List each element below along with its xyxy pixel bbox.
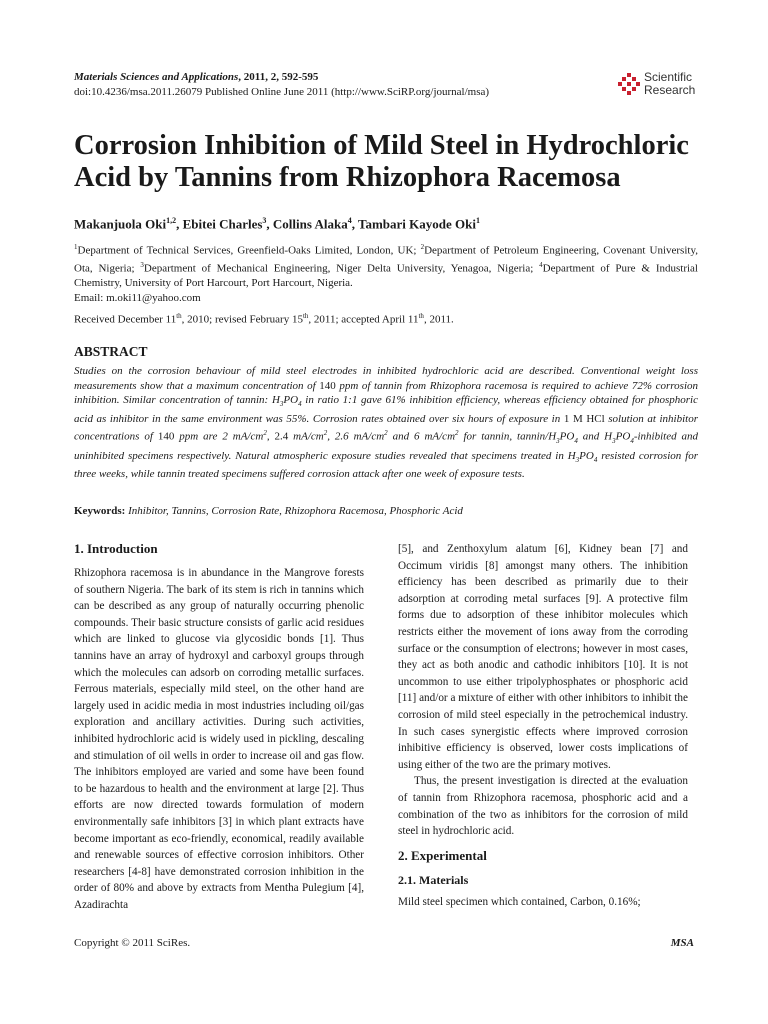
left-column xyxy=(74,541,364,913)
section-heading-experimental: 2. Experimental xyxy=(398,847,487,863)
author: Ebitei Charles xyxy=(182,216,263,232)
journal-header xyxy=(74,70,534,100)
abstract-heading: ABSTRACT xyxy=(74,344,148,359)
doi-line: doi:10.4236/msa.2011.26079 Published Online June 2011 (http://www.SciRP.org/journal/msa) xyxy=(74,86,490,98)
keywords-line: Keywords: Inhibitor, Tannins, Corrosion Rate, Rhizophora Racemosa, Phosphoric Acid xyxy=(74,505,463,517)
subsection-heading-materials: 2.1. Materials xyxy=(398,872,469,887)
author: Collins Alaka xyxy=(272,216,348,232)
journal-name: Materials Sciences and Applications xyxy=(74,71,239,83)
received-dates: Received December 11th, 2010; revised February 15th, 2011; accepted April 11th, 2011. xyxy=(74,312,454,326)
keywords-label: Keywords xyxy=(74,505,122,517)
author-affil-sup: 4 xyxy=(347,216,352,225)
intro-paragraph: Rhizophora racemosa is in abundance in the Mangrove forests of southern Nigeria. The bark of its stem is rich in tannins which can be described as any group of naturally occurring phenolic compounds. Their basic structure consists of garlic acid residues which are linked to glucose via glycosidic bonds [1]. Thus tannins have an array of hydroxyl and carboxyl groups through which the molecules can adsorb on corroding metallic surfaces. Ferrous materials, especially mild steel, on the other hand are largely used in acidic media in most industries including oil/gas exploration and ancillary activities. During such activities, inhibited hydrochloric acid is widely used in pickling, descaling and stimulation of oil wells in order to increase oil and gas flow. The inhibitors employed are varied and some have been found to be hazardous to health and the environment at large [2]. Thus efforts are now directed towards formulation of modern environmentally safe inhibitors [3] in which plant extracts have become important as eco-friendly, economical, readily available and renewable sources of effective corrosion inhibitors. Other researchers [4-8] have demonstrated corrosion inhibition in the order of 80% and above by extracts from Mentha Pulegium [4], Azadirachta xyxy=(74,567,364,911)
logo-text-research: Research xyxy=(644,83,696,97)
journal-issue: , 2011, 2, 592-595 xyxy=(238,71,319,83)
paper-title: Corrosion Inhibition of Mild Steel in Hydrochloric Acid by Tannins from Rhizophora Racemosa xyxy=(74,130,689,193)
right-column xyxy=(398,541,688,910)
scirp-logo-icon xyxy=(618,73,640,95)
affiliations: $^1$Department of Technical Services, Greenfield-Oaks Limited, London, UK; $^2$Department of Petroleum Engineering, Covenant University, Ota, Nigeria; $^3$Department of Mechanical Engineering, Niger Delta University, Yenagoa, Nigeria; $^4$Department of Pure & Industrial Chemistry, University of Port Harcourt, Port Harcourt, Nigeria. Email: m.oki11@yahoo.com xyxy=(74,243,698,304)
author: Tambari Kayode Oki xyxy=(357,216,476,232)
author: Makanjuola Oki xyxy=(74,216,167,232)
journal-citation xyxy=(74,70,534,85)
logo-text-scientific: Scientific xyxy=(644,70,693,84)
intro-final-paragraph: Thus, the present investigation is directed at the evaluation of tannin from Rhizophora racemosa, phosphoric acid and a combination of the two as inhibitors for the corrosion of mild steel in hydrochloric acid. xyxy=(398,775,688,838)
scientific-research-logo xyxy=(618,71,710,101)
affiliation-1: Department of Technical Services, Greenfield-Oaks Limited, London, UK; xyxy=(77,244,421,257)
materials-paragraph: Mild steel specimen which contained, Carbon, 0.16%; xyxy=(398,895,641,908)
footer-copyright: Copyright © 2011 SciRes. xyxy=(74,937,191,949)
author-affil-sup: 3 xyxy=(262,216,267,225)
keywords-list: Inhibitor, Tannins, Corrosion Rate, Rhizophora Racemosa, Phosphoric Acid xyxy=(128,505,463,517)
email-line: Email: m.oki11@yahoo.com xyxy=(74,291,201,304)
affiliation-3: Department of Mechanical Engineering, Niger Delta University, Yenagoa, Nigeria; xyxy=(143,262,540,275)
author-list: Makanjuola Oki$^{1,2}$, Ebitei Charles$^3$, Collins Alaka$^4$, Tambari Kayode Oki$^1$ xyxy=(74,216,480,232)
abstract-text: Studies on the corrosion behaviour of mild steel electrodes in inhibited hydrochloric acid are described. Conventional weight loss measurements show that a maximum concentration of 140 ppm of tannin from Rhizophora racemosa is required to achieve 72% corrosion inhibition. Similar concentration of tannin: $H_3PO_4$ in ratio 1:1 gave 61% inhibition efficiency, whereas efficiency obtained for phosphoric acid as inhibitor in the same environment was 55%. Corrosion rates obtained over six hours of exposure in 1 M HCl solution at inhibitor concentrations of 140 ppm are 2 $mA/cm^2$, 2.4 $mA/cm^2$, 2.6 $mA/cm^2$ and 6 $mA/cm^2$ for tannin, tannin/$H_3PO_4$ and $H_3PO_4$-inhibited and uninhibited specimens respectively. Natural atmospheric exposure studies revealed that specimens treated in $H_3PO_4$ resisted corrosion for three weeks, while tannin treated specimens suffered corrosion attack after one week of exposure tests. xyxy=(74,365,699,481)
author-affil-sup: 1,2 xyxy=(166,216,177,225)
intro-continued-paragraph: [5], and Zenthoxylum alatum [6], Kidney bean [7] and Occimum viridis [8] amongst many others. The inhibition efficiency has been described as primarily due to their adsorption at corroding metal surfaces [9]. A protective film forms due to adsorption of these inhibitor molecules which restricts either the movement of ions away from the corroding surface or the consumption of electrons; however in most cases, they act as both anodic and cathodic inhibitors [10]. It is not uncommon to use either tripolyphosphates or phosphoric acid [11] and/or a mixture of either with other inhibitors to inhibit the corrosion of mild steel especially in the petrochemical industry. In such cases synergistic effects where improved corrosion inhibitive efficiency is observed, lower costs implications of using either of the two are the primary motives. xyxy=(398,543,688,771)
affiliation-4: Department of Pure & Industrial Chemistry, University of Port Harcourt, Port Harcourt, Nigeria. xyxy=(74,262,698,290)
footer-journal-abbr: MSA xyxy=(670,937,694,949)
affiliation-2: Department of Petroleum Engineering, Covenant University, Ota, Nigeria; xyxy=(74,244,698,275)
section-heading-introduction: 1. Introduction xyxy=(74,541,158,556)
author-affil-sup: 1 xyxy=(475,216,480,225)
